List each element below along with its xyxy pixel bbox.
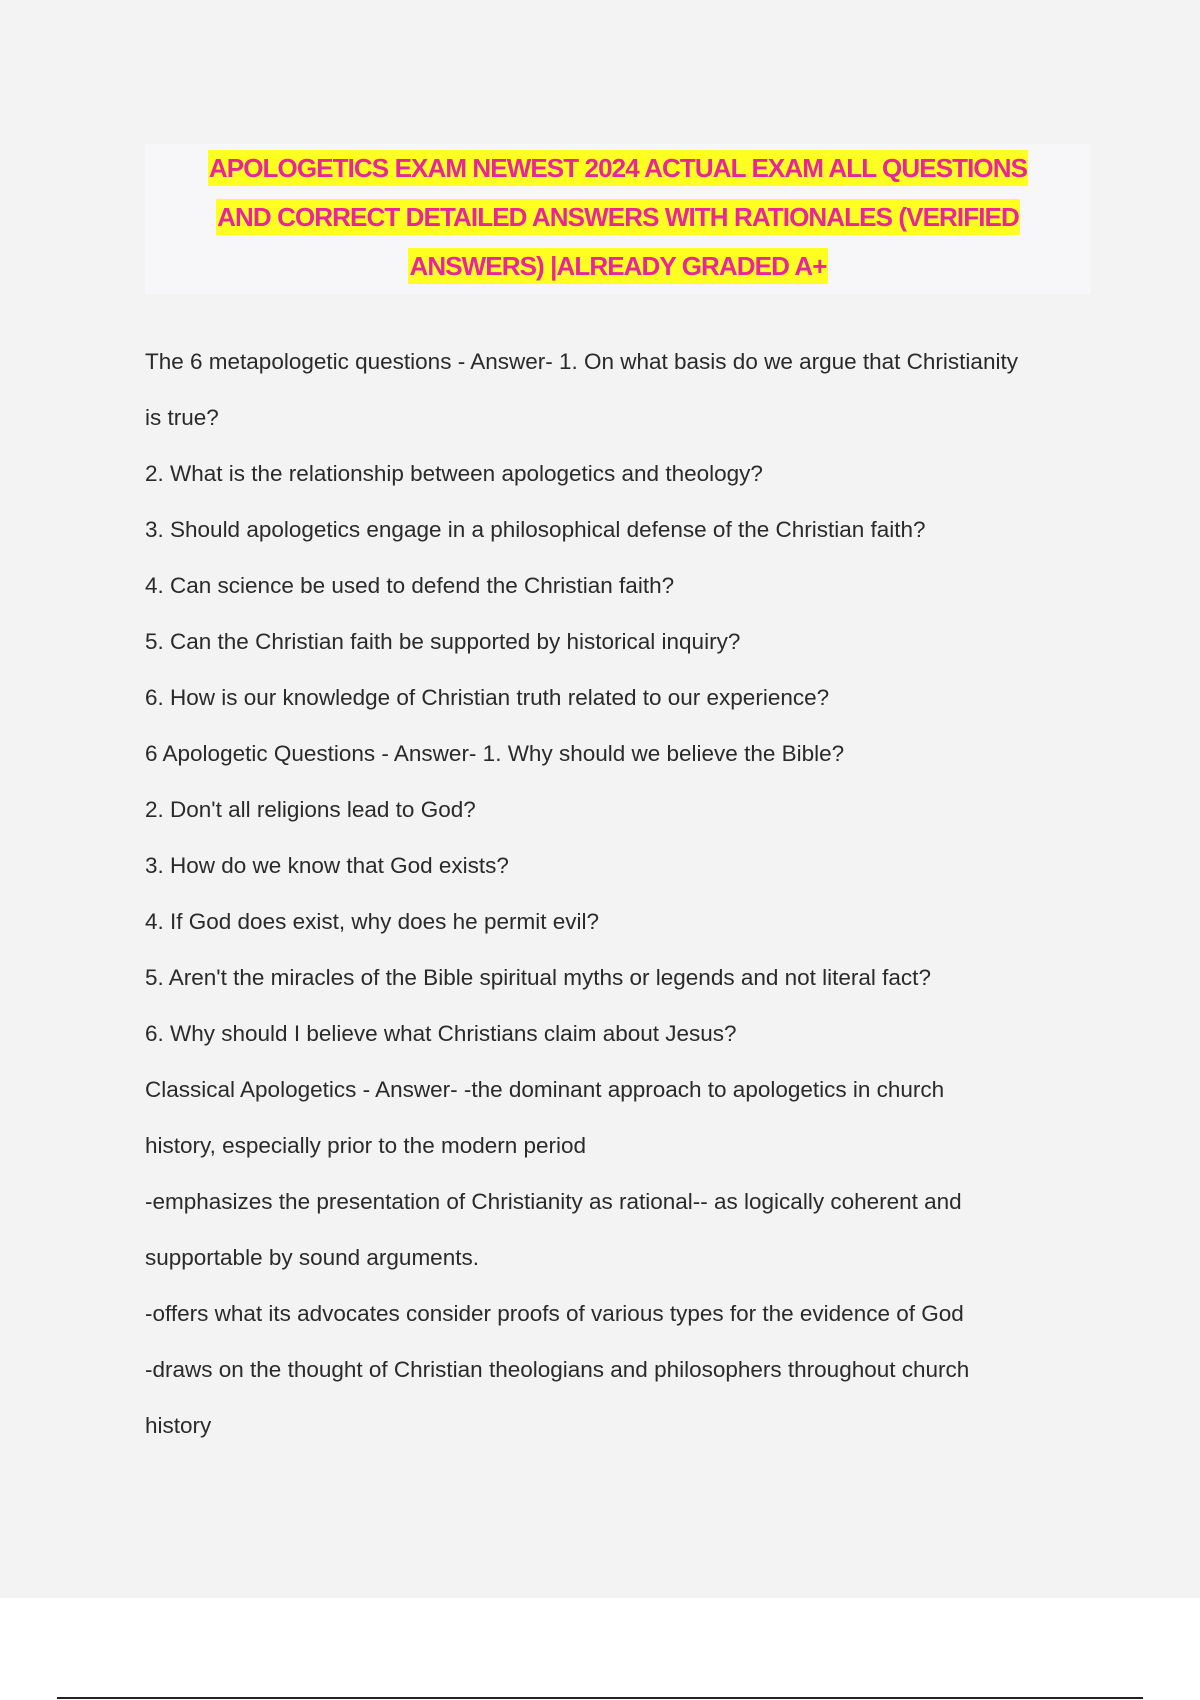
text-line: 5. Aren't the miracles of the Bible spiritual myths or legends and not literal fact?: [145, 965, 931, 990]
title-line-2: [145, 193, 1091, 242]
text-line: 2. What is the relationship between apologetics and theology?: [145, 461, 763, 486]
text-line: 6. How is our knowledge of Christian truth related to our experience?: [145, 685, 830, 710]
text-line: history: [145, 1413, 212, 1438]
text-line: 4. Can science be used to defend the Christian faith?: [145, 573, 675, 598]
text-line: history, especially prior to the modern period: [145, 1133, 587, 1158]
text-line: 3. How do we know that God exists?: [145, 853, 509, 878]
text-line: -offers what its advocates consider proofs of various types for the evidence of God: [145, 1301, 964, 1326]
text-line: 5. Can the Christian faith be supported by historical inquiry?: [145, 629, 741, 654]
text-line: -emphasizes the presentation of Christianity as rational-- as logically coherent and: [145, 1189, 962, 1214]
text-line: 6 Apologetic Questions - Answer- 1. Why should we believe the Bible?: [145, 741, 845, 766]
text-line: 4. If God does exist, why does he permit evil?: [145, 909, 599, 934]
title-line-3: [145, 242, 1091, 291]
title-line-1: [145, 144, 1091, 193]
text-line: The 6 metapologetic questions - Answer- 1. On what basis do we argue that Christianity: [145, 349, 1018, 374]
title-line-2-text: AND CORRECT DETAILED ANSWERS WITH RATIONALES (VERIFIED: [216, 199, 1020, 235]
text-line: 3. Should apologetics engage in a philosophical defense of the Christian faith?: [145, 517, 926, 542]
text-line: -draws on the thought of Christian theologians and philosophers throughout church: [145, 1357, 970, 1382]
text-line: 6. Why should I believe what Christians claim about Jesus?: [145, 1021, 737, 1046]
text-line: is true?: [145, 405, 219, 430]
text-line: supportable by sound arguments.: [145, 1245, 479, 1270]
title-line-3-text: ANSWERS) |ALREADY GRADED A+: [408, 248, 827, 284]
title-line-1-text: APOLOGETICS EXAM NEWEST 2024 ACTUAL EXAM ALL QUESTIONS: [208, 150, 1028, 186]
document-title: [145, 144, 1091, 294]
text-line: 2. Don't all religions lead to God?: [145, 797, 476, 822]
text-line: Classical Apologetics - Answer- -the dominant approach to apologetics in church: [145, 1077, 945, 1102]
page-footer: [0, 1598, 1200, 1700]
document-body: [145, 337, 1105, 1457]
footer-divider: [57, 1697, 1143, 1699]
